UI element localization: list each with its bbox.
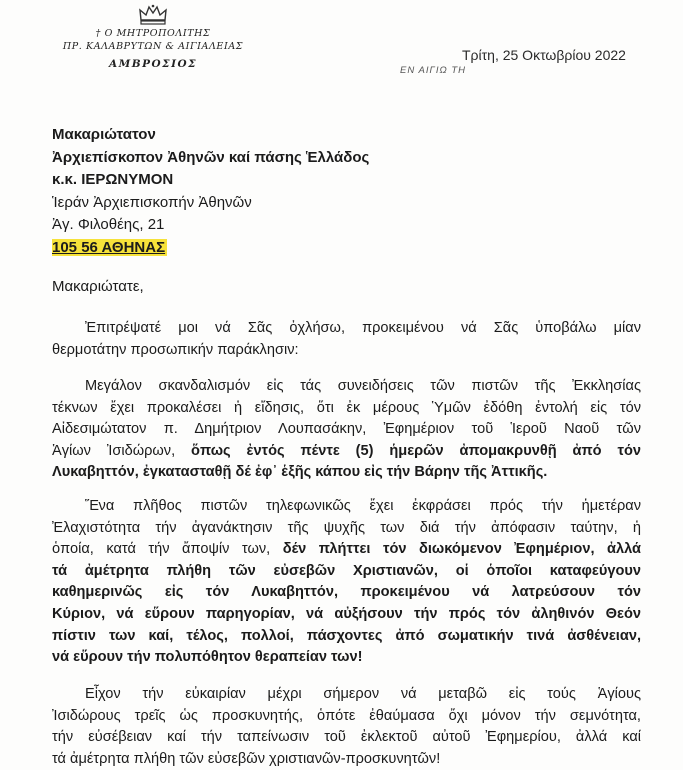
emphasis-line: Λυκαβηττόν, ἐγκατασταθῇ δέ ἐφ᾽ ἑξῆς κάπου εἰς τήν Βάρην τῆς Ἀττικῆς.: [52, 464, 548, 481]
postal-code-city: 105 56 ΑΘΗΝΑΣ: [52, 238, 166, 256]
letter-date: Τρίτη, 25 Οκτωβρίου 2022: [462, 47, 626, 63]
emphasis-text: ὅπως ἐντός πέντε (5) ἡμερῶν ἀπομακρυνθῇ ἀπό τόν: [191, 442, 641, 459]
text-line: Ἐπιτρέψατέ μοι νά Σᾶς ὀχλήσω, προκειμένου νά Σᾶς ὑποβάλω μίαν: [85, 320, 641, 336]
emphasis-text: δέν πλήττει τόν διωκόμενον Ἐφημέριον, ἀλλά: [282, 541, 641, 558]
emphasis-line: πίστιν των καί, τέλος, πολλοί, πάσχοντες ἀπό σωματικήν τινά ἀσθένειαν,: [52, 627, 641, 644]
text-fragment: Ἁγίων Ἰσιδώρων,: [52, 442, 192, 459]
text-line: [52, 441, 641, 463]
address-line: Μακαριώτατον: [52, 126, 156, 143]
paragraph-4: [52, 684, 641, 770]
letterhead-diocese: ΠΡ. ΚΑΛΑΒΡΥΤΩΝ & ΑΙΓΙΑΛΕΙΑΣ: [62, 41, 244, 52]
emphasis-line: Κύριον, νά εὕρουν παρηγορίαν, νά αὐξήσουν τήν πρός τόν ἀληθινόν Θεόν: [52, 605, 641, 622]
text-line: [52, 539, 641, 561]
letterhead-signatory: ΑΜΒΡΟΣΙΟΣ: [108, 58, 198, 70]
emphasis-line: καθημερινῶς εἰς τόν Λυκαβηττόν, προκειμένου νά λατρεύσουν τόν: [52, 584, 641, 601]
text-fragment: ὁποία, κατά τήν ἄποψίν των,: [52, 541, 283, 558]
address-line: Ἱεράν Ἀρχιεπισκοπήν Ἀθηνῶν: [52, 193, 252, 211]
letterhead-title: † Ο ΜΗΤΡΟΠΟΛΙΤΗΣ: [95, 28, 211, 39]
paragraph-3: [52, 496, 641, 669]
text-line: θερμοτάτην προσωπικήν παράκλησιν:: [52, 341, 299, 358]
emphasis-line: νά εὕρουν τήν πολυπόθητον θεραπείαν των!: [52, 649, 363, 666]
text-line: Ἕνα πλῆθος πιστῶν τηλεφωνικῶς ἔχει ἐκφράσει πρός τήν ἡμετέραν: [85, 498, 641, 514]
paragraph-1: [52, 318, 641, 361]
letterhead: [48, 4, 258, 70]
text-line: τέκνων ἔχει προκαλέσει ἡ εἴδησις, ὅτι ἐκ μέρους Ὑμῶν ἐδόθη ἐντολή εἰς τόν: [52, 399, 641, 416]
address-line: Ἀγ. Φιλοθέης, 21: [52, 216, 165, 233]
text-line: τήν εὐσέβειαν καί τήν ταπείνωσιν τοῦ ἐκλεκτοῦ αὐτοῦ Ἐφημερίου, ἀλλά καί: [52, 729, 641, 746]
text-line: Ἰσιδώρους τρεῖς ὡς προσκυνητής, ὁπότε ἐθαύμασα ὄχι μόνον τήν σεμνότητα,: [52, 707, 641, 724]
salutation: Μακαριώτατε,: [52, 278, 144, 295]
paragraph-2: [52, 376, 641, 484]
text-line: Εἶχον τήν εὐκαιρίαν μέχρι σήμερον νά μεταβῶ εἰς τούς Ἁγίους: [85, 686, 641, 702]
text-line: Μεγάλον σκανδαλισμόν εἰς τάς συνειδήσεις τῶν πιστῶν τῆς Ἐκκλησίας: [85, 378, 641, 394]
place-reference: ΕΝ ΑΙΓΙΩ ΤΗ: [400, 65, 467, 76]
text-line: Ἐλαχιστότητα τήν ἀγανάκτησιν τῆς ψυχῆς των διά τήν ἀπόφασιν ταύτην, ἡ: [52, 519, 641, 536]
text-line: τά ἀμέτρητα πλήθη τῶν εὐσεβῶν χριστιανῶν-προσκυνητῶν!: [52, 750, 441, 767]
emphasis-line: τά ἀμέτρητα πλήθη τῶν εὐσεβῶν Χριστιανῶν, οἱ ὁποῖοι καταφεύγουν: [52, 562, 641, 579]
recipient-address: [52, 124, 369, 259]
crown-emblem-icon: [138, 4, 168, 26]
text-line: Αἰδεσιμώτατον π. Δημήτριον Λουπασάκην, Ἐφημέριον τοῦ Ἱεροῦ Ναοῦ τῶν: [52, 421, 641, 438]
address-line: κ.κ. ΙΕΡΩΝΥΜΟΝ: [52, 171, 174, 188]
address-line: Ἀρχιεπίσκοπον Ἀθηνῶν καί πάσης Ἑλλάδος: [52, 148, 370, 166]
